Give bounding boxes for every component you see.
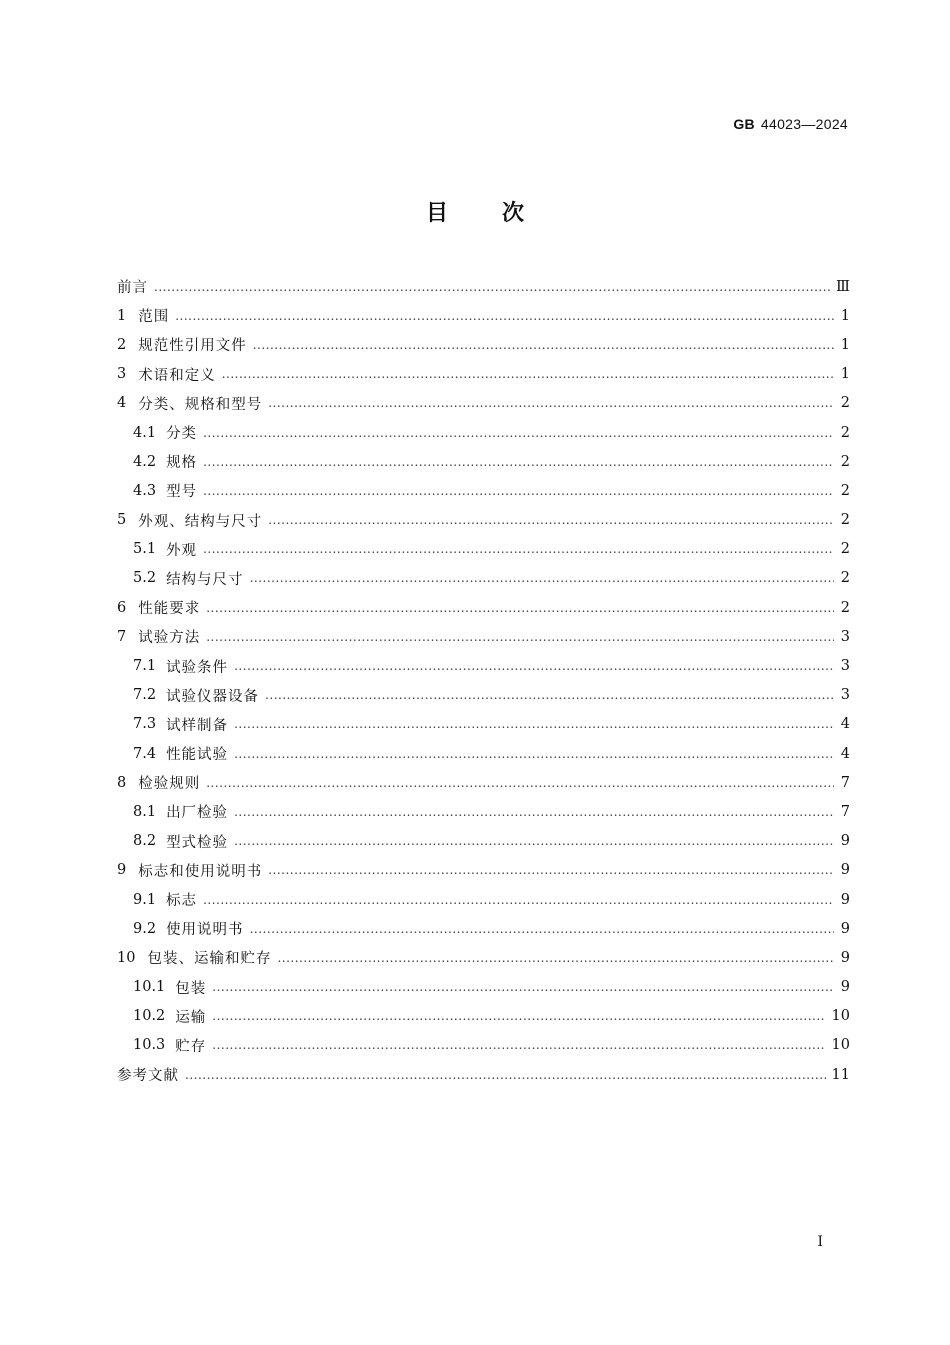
toc-entry-page: 2 (840, 424, 850, 441)
toc-leader-dots (203, 893, 834, 907)
toc-leader-dots (234, 834, 834, 848)
toc-leader-dots (234, 805, 834, 819)
toc-leader-dots (203, 542, 834, 556)
toc-entry[interactable] (117, 418, 850, 447)
toc-entry-label: 运输 (175, 1009, 207, 1026)
toc-entry[interactable] (117, 622, 850, 651)
toc-entry-number: 7.2 (133, 687, 157, 704)
toc-entry[interactable] (117, 651, 850, 680)
toc-entry[interactable] (117, 943, 850, 972)
toc-entry[interactable] (117, 885, 850, 914)
toc-entry-number: 3 (117, 366, 127, 383)
toc-entry-page: 3 (840, 687, 850, 704)
toc-leader-dots (185, 1068, 826, 1082)
toc-entry-number: 9.1 (133, 891, 157, 908)
toc-leader-dots (203, 455, 834, 469)
toc-entry[interactable] (117, 506, 850, 535)
toc-entry-label: 性能试验 (166, 747, 229, 764)
page-folio: Ⅰ (817, 1234, 823, 1250)
toc-entry-label: 标志 (166, 893, 198, 910)
toc-entry-page: 1 (840, 366, 850, 383)
table-of-contents (117, 272, 850, 1089)
toc-entry-number: 7.1 (133, 658, 157, 675)
toc-entry-label: 试样制备 (166, 717, 229, 734)
toc-leader-dots (234, 659, 834, 673)
toc-entry-number: 9.2 (133, 920, 157, 937)
standard-prefix: GB (733, 116, 755, 132)
toc-entry-label: 型号 (166, 484, 198, 501)
toc-entry[interactable] (117, 447, 850, 476)
toc-entry-number: 4.2 (133, 453, 157, 470)
toc-leader-dots (234, 717, 834, 731)
toc-entry[interactable] (117, 272, 850, 301)
toc-entry-page: 9 (840, 891, 850, 908)
toc-entry-number: 4.3 (133, 482, 157, 499)
toc-entry-page: 10 (831, 1008, 850, 1025)
toc-entry[interactable] (117, 535, 850, 564)
toc-entry-number: 7 (117, 628, 127, 645)
toc-entry-number: 10 (117, 949, 136, 966)
toc-entry-page: Ⅲ (836, 278, 850, 295)
toc-entry[interactable] (117, 710, 850, 739)
toc-leader-dots (250, 922, 834, 936)
toc-entry-number: 2 (117, 336, 127, 353)
toc-entry-label: 试验条件 (166, 659, 229, 676)
toc-entry[interactable] (117, 1031, 850, 1060)
toc-entry-page: 4 (840, 716, 850, 733)
toc-entry-page: 2 (840, 570, 850, 587)
toc-entry-page: 10 (831, 1037, 850, 1054)
toc-entry[interactable] (117, 1002, 850, 1031)
toc-entry-page: 2 (840, 599, 850, 616)
toc-leader-dots (203, 484, 834, 498)
toc-entry-number: 4.1 (133, 424, 157, 441)
toc-entry-number: 7.4 (133, 745, 157, 762)
toc-entry-label: 范围 (138, 309, 170, 326)
standard-number (733, 116, 848, 132)
toc-leader-dots (212, 1009, 825, 1023)
toc-leader-dots (234, 747, 834, 761)
toc-entry-label: 使用说明书 (166, 922, 244, 939)
toc-entry[interactable] (117, 1060, 850, 1089)
toc-entry-label: 分类 (166, 426, 198, 443)
toc-entry-page: 4 (840, 745, 850, 762)
toc-entry-label: 包装 (175, 980, 207, 997)
toc-leader-dots (277, 951, 834, 965)
page-title: 目次 (425, 201, 578, 226)
toc-leader-dots (268, 513, 834, 527)
toc-entry[interactable] (117, 827, 850, 856)
toc-leader-dots (222, 367, 834, 381)
toc-entry-page: 3 (840, 658, 850, 675)
toc-entry-label: 参考文献 (117, 1068, 179, 1085)
toc-entry-label: 检验规则 (138, 776, 201, 793)
toc-leader-dots (268, 396, 834, 410)
toc-entry[interactable] (117, 360, 850, 389)
toc-entry-number: 10.2 (133, 1008, 166, 1025)
toc-entry[interactable] (117, 797, 850, 826)
toc-entry[interactable] (117, 973, 850, 1002)
toc-entry-number: 10.1 (133, 979, 166, 996)
toc-leader-dots (253, 338, 834, 352)
toc-entry-page: 2 (840, 453, 850, 470)
toc-entry-page: 2 (840, 512, 850, 529)
toc-entry-page: 1 (840, 307, 850, 324)
toc-entry-label: 贮存 (175, 1038, 207, 1055)
toc-entry-page: 9 (840, 833, 850, 850)
toc-entry[interactable] (117, 564, 850, 593)
toc-leader-dots (250, 571, 834, 585)
toc-entry-number: 9 (117, 862, 127, 879)
toc-entry[interactable] (117, 301, 850, 330)
toc-leader-dots (206, 630, 834, 644)
toc-entry-page: 9 (840, 949, 850, 966)
toc-entry-label: 外观 (166, 542, 198, 559)
toc-entry[interactable] (117, 681, 850, 710)
toc-entry[interactable] (117, 739, 850, 768)
toc-leader-dots (206, 601, 834, 615)
toc-entry-page: 2 (840, 482, 850, 499)
toc-entry-page: 2 (840, 395, 850, 412)
toc-entry[interactable] (117, 768, 850, 797)
toc-entry-label: 出厂检验 (166, 805, 229, 822)
toc-entry[interactable] (117, 330, 850, 359)
toc-entry[interactable] (117, 914, 850, 943)
toc-entry-label: 外观、结构与尺寸 (138, 513, 263, 530)
toc-entry-label: 包装、运输和贮存 (147, 951, 272, 968)
toc-entry-label: 试验仪器设备 (166, 688, 260, 705)
toc-entry[interactable] (117, 856, 850, 885)
toc-entry-label: 规格 (166, 455, 198, 472)
toc-entry-number: 4 (117, 395, 127, 412)
toc-entry[interactable] (117, 389, 850, 418)
toc-entry-page: 9 (840, 979, 850, 996)
toc-entry-label: 前言 (117, 280, 148, 297)
toc-entry-page: 11 (831, 1066, 850, 1083)
toc-entry-label: 试验方法 (138, 630, 201, 647)
toc-entry-page: 2 (840, 541, 850, 558)
standard-code: 44023—2024 (760, 116, 848, 132)
toc-entry-page: 1 (840, 336, 850, 353)
toc-entry-page: 3 (840, 628, 850, 645)
toc-entry-number: 5.2 (133, 570, 157, 587)
toc-entry-number: 5.1 (133, 541, 157, 558)
toc-entry-label: 性能要求 (138, 601, 201, 618)
toc-entry-label: 型式检验 (166, 834, 229, 851)
toc-leader-dots (265, 688, 834, 702)
toc-entry[interactable] (117, 476, 850, 505)
toc-entry-page: 9 (840, 862, 850, 879)
toc-leader-dots (203, 426, 834, 440)
toc-leader-dots (206, 776, 834, 790)
toc-entry-number: 1 (117, 307, 127, 324)
toc-entry-label: 术语和定义 (138, 367, 216, 384)
toc-entry-number: 8.2 (133, 833, 157, 850)
toc-leader-dots (212, 1038, 825, 1052)
toc-entry-number: 8 (117, 774, 127, 791)
toc-entry-number: 10.3 (133, 1037, 166, 1054)
toc-entry-label: 标志和使用说明书 (138, 863, 263, 880)
toc-entry-number: 8.1 (133, 803, 157, 820)
toc-leader-dots (268, 863, 834, 877)
toc-entry-number: 7.3 (133, 716, 157, 733)
toc-leader-dots (154, 280, 830, 294)
toc-leader-dots (212, 980, 834, 994)
toc-entry-number: 6 (117, 599, 127, 616)
toc-entry-label: 规范性引用文件 (138, 338, 247, 355)
toc-entry-page: 7 (840, 803, 850, 820)
toc-entry[interactable] (117, 593, 850, 622)
toc-entry-page: 7 (840, 774, 850, 791)
toc-entry-label: 分类、规格和型号 (138, 396, 263, 413)
toc-entry-number: 5 (117, 512, 127, 529)
toc-leader-dots (175, 309, 834, 323)
toc-entry-page: 9 (840, 920, 850, 937)
toc-entry-label: 结构与尺寸 (166, 571, 244, 588)
